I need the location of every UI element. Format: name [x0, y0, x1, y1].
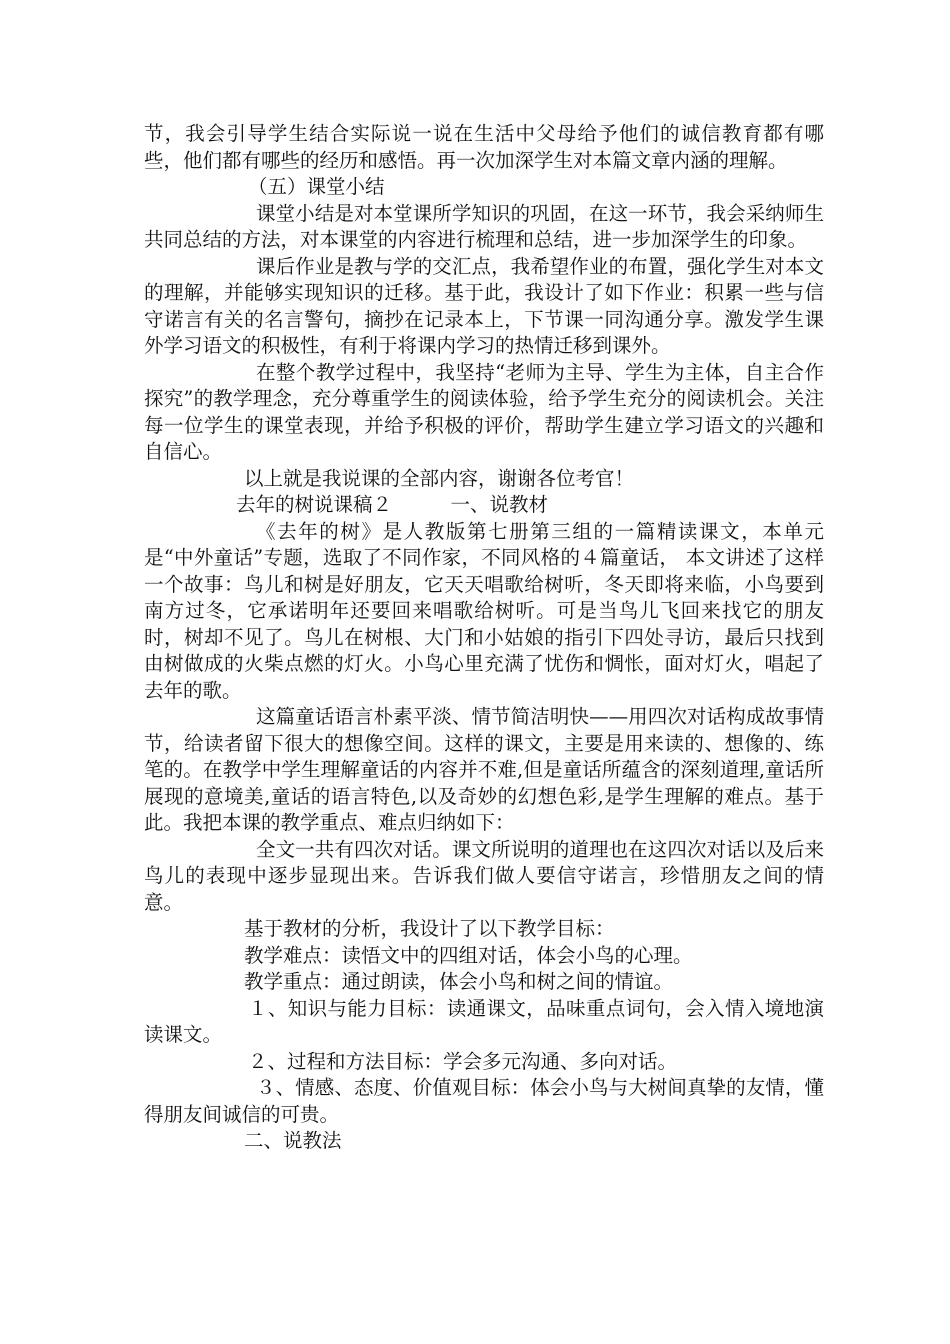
paragraph-homework: 课后作业是教与学的交汇点，我希望作业的布置，强化学生对本文的理解，并能够实现知识的迁移。基于此，我设计了如下作业：积累一些与信守诺言有关的名言警句，摘抄在记录本上，下节课一同沟通分享。激发学生课外学习语文的积极性，有利于将课内学习的热情迁移到课外。: [144, 254, 824, 357]
paragraph-dialogues: 全文一共有四次对话。课文所说明的道理也在这四次对话以及后来鸟儿的表现中逐步显现出来。告诉我们做人要信守诺言，珍惜朋友之间的情意。: [144, 837, 824, 914]
paragraph-teaching-concept: 在整个教学过程中，我坚持“老师为主导、学生为主体，自主合作探究”的教学理念，充分尊重学生的阅读体验，给予学生充分的阅读机会。关注每一位学生的课堂表现，并给予积极的评价，帮助学生建立学习语文的兴趣和自信心。: [144, 360, 824, 463]
paragraph-objective-1: １、知识与能力目标：读通课文，品味重点词句，会入情入境地演读课文。: [144, 996, 824, 1046]
paragraph-closing: 以上就是我说课的全部内容，谢谢各位考官！: [244, 466, 635, 490]
paragraph-summary: 课堂小结是对本堂课所学知识的巩固，在这一环节，我会采纳师生共同总结的方法，对本课堂的内容进行梳理和总结，进一步加深学生的印象。: [144, 201, 824, 251]
paragraph-continuation: 节，我会引导学生结合实际说一说在生活中父母给予他们的诚信教育都有哪些，他们都有哪些的经历和感悟。再一次加深学生对本篇文章内涵的理解。: [144, 122, 824, 172]
paragraph-fairy-tale-language: 这篇童话语言朴素平淡、情节简洁明快——用四次对话构成故事情节，给读者留下很大的想像空间。这样的课文，主要是用来读的、想像的、练笔的。在教学中学生理解童话的内容并不难,但是童话所蕴含的深刻道理,童话所展现的意境美,童话的语言特色,以及奇妙的幻想色彩,是学生理解的难点。基于此。我把本课的教学重点、难点归纳如下：: [144, 705, 824, 834]
document-body: [144, 121, 824, 1155]
section-heading-methods: 二、说教法: [244, 1129, 342, 1152]
paragraph-textbook: 《去年的树》是人教版第七册第三组的一篇精读课文，本单元是“中外童话”专题，选取了不同作家，不同风格的４篇童话， 本文讲述了这样一个故事：鸟儿和树是好朋友，它天天唱歌给树听，冬天即将来临，小鸟要到南方过冬，它承诺明年还要回来唱歌给树听。可是当鸟儿飞回来找它的朋友时，树却不见了。鸟儿在树根、大门和小姑娘的指引下四处寻访，最后只找到由树做成的火柴点燃的灯火。小鸟心里充满了忧伤和惆怅，面对灯火，唱起了去年的歌。: [144, 519, 824, 702]
paragraph-objectives-intro: 基于教材的分析，我设计了以下教学目标：: [244, 917, 615, 940]
paragraph-difficulty: 教学难点：读悟文中的四组对话，体会小鸟的心理。: [244, 943, 693, 967]
paragraph-objective-3: ３、情感、态度、价值观目标：体会小鸟与大树间真挚的友情，懂得朋友间诚信的可贵。: [144, 1076, 824, 1126]
paragraph-objective-2: ２、过程和方法目标：学会多元沟通、多向对话。: [248, 1049, 678, 1073]
section-heading-lesson-2: 去年的树说课稿２ 一、说教材: [236, 493, 549, 516]
paragraph-key-point: 教学重点：通过朗读，体会小鸟和树之间的情谊。: [244, 970, 674, 993]
section-heading-summary: （五）课堂小结: [248, 175, 385, 198]
